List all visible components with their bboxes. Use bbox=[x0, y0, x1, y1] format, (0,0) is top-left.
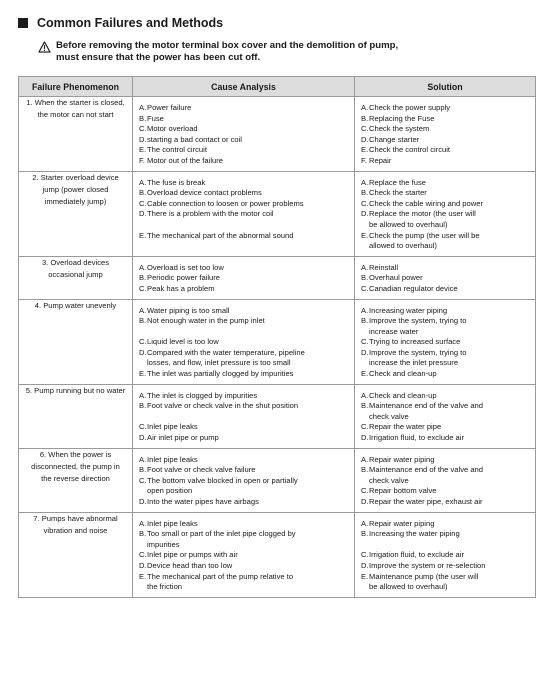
item-letter: A. bbox=[361, 518, 369, 528]
cause-line bbox=[139, 465, 350, 476]
solution-line bbox=[361, 540, 531, 551]
item-text: The inlet was partially clogged by impurities bbox=[147, 369, 294, 379]
solution-line bbox=[361, 241, 531, 252]
item-text: Not enough water in the pump inlet bbox=[147, 316, 265, 326]
cause-line bbox=[139, 337, 350, 348]
item-text: Check and clean-up bbox=[369, 390, 437, 400]
failures-table bbox=[18, 76, 536, 598]
solution-line bbox=[361, 178, 531, 189]
warning-line-2: must ensure that the power has been cut off. bbox=[56, 52, 261, 63]
solution-line bbox=[361, 263, 531, 274]
failure-phenomenon-cell: 7. Pumps have abnormal vibration and noise bbox=[19, 512, 133, 597]
solution-line bbox=[361, 209, 531, 220]
item-letter: E. bbox=[361, 571, 369, 581]
solution-line bbox=[361, 156, 531, 167]
item-text: Maintenance end of the valve and bbox=[369, 465, 483, 475]
table-row bbox=[19, 256, 536, 299]
header-failure-phenomenon: Failure Phenomenon bbox=[19, 77, 133, 97]
item-letter: B. bbox=[361, 465, 369, 475]
page-title: Common Failures and Methods bbox=[37, 16, 224, 30]
item-text: increase water bbox=[369, 326, 419, 336]
cause-line bbox=[139, 455, 350, 466]
cause-analysis-cell bbox=[133, 171, 355, 256]
item-text: check valve bbox=[369, 411, 409, 421]
item-text: Reinstall bbox=[369, 262, 399, 272]
cause-line bbox=[139, 145, 350, 156]
solution-line bbox=[361, 465, 531, 476]
solution-line bbox=[361, 337, 531, 348]
item-text: Check the control circuit bbox=[369, 145, 451, 155]
cause-line bbox=[139, 263, 350, 274]
item-letter: F. bbox=[139, 155, 145, 165]
item-text: Check the cable wiring and power bbox=[369, 198, 483, 208]
solution-line bbox=[361, 348, 531, 359]
item-letter: C. bbox=[139, 422, 147, 432]
item-letter: D. bbox=[139, 433, 147, 443]
item-text: The fuse is break bbox=[147, 177, 206, 187]
item-letter bbox=[139, 358, 147, 369]
table-row bbox=[19, 299, 536, 384]
item-text: Increasing water piping bbox=[369, 305, 448, 315]
item-text: Device head than too low bbox=[147, 560, 233, 570]
solution-line bbox=[361, 145, 531, 156]
solution-line bbox=[361, 284, 531, 295]
item-letter: D. bbox=[361, 209, 369, 219]
solution-line bbox=[361, 114, 531, 125]
item-letter: E. bbox=[139, 145, 147, 155]
solution-line bbox=[361, 231, 531, 242]
table-header-row bbox=[19, 77, 536, 97]
item-letter: A. bbox=[139, 103, 147, 112]
item-letter: D. bbox=[139, 497, 147, 506]
table-row bbox=[19, 97, 536, 172]
cause-line bbox=[139, 273, 350, 284]
solution-cell bbox=[355, 256, 536, 299]
item-letter: B. bbox=[361, 113, 369, 123]
item-letter: D. bbox=[139, 560, 147, 570]
item-letter: A. bbox=[139, 390, 147, 400]
item-letter: D. bbox=[361, 497, 369, 506]
item-letter bbox=[139, 412, 147, 423]
item-letter: C. bbox=[361, 550, 369, 560]
item-letter: A. bbox=[139, 454, 147, 464]
item-text: The mechanical part of the abnormal sound bbox=[147, 230, 294, 240]
solution-line bbox=[361, 103, 531, 114]
item-text: Replace the fuse bbox=[369, 177, 426, 187]
item-text: Into the water pipes have airbags bbox=[147, 497, 259, 506]
item-text: Increasing the water piping bbox=[369, 529, 460, 539]
item-text: Peak has a problem bbox=[147, 283, 215, 293]
cause-line bbox=[139, 412, 350, 423]
item-text: be allowed to overhaul) bbox=[369, 219, 448, 229]
item-text bbox=[147, 412, 350, 423]
cause-line bbox=[139, 582, 350, 593]
item-letter: A. bbox=[361, 454, 369, 464]
failure-phenomenon-cell: 3. Overload devices occasional jump bbox=[19, 256, 133, 299]
item-text: Repair bottom valve bbox=[369, 486, 437, 496]
solution-cell bbox=[355, 384, 536, 448]
item-letter: E. bbox=[139, 571, 147, 581]
item-text: Water piping is too small bbox=[147, 305, 230, 315]
item-letter: B. bbox=[139, 188, 147, 198]
item-letter bbox=[139, 582, 147, 593]
solution-line bbox=[361, 529, 531, 540]
solution-line bbox=[361, 401, 531, 412]
cause-line bbox=[139, 284, 350, 295]
solution-line bbox=[361, 273, 531, 284]
item-letter: B. bbox=[361, 188, 369, 198]
cause-analysis-cell bbox=[133, 97, 355, 172]
cause-analysis-cell bbox=[133, 384, 355, 448]
item-letter: C. bbox=[139, 283, 147, 293]
solution-line bbox=[361, 220, 531, 231]
failure-phenomenon-cell: 1. When the starter is closed, the motor can not start bbox=[19, 97, 133, 172]
item-text: Overhaul power bbox=[369, 273, 423, 283]
item-letter: E. bbox=[361, 369, 369, 379]
item-letter: F. bbox=[361, 155, 367, 165]
item-text: Canadian regulator device bbox=[369, 283, 458, 293]
item-letter: C. bbox=[361, 486, 369, 496]
item-text: Repair water piping bbox=[369, 454, 435, 464]
solution-cell bbox=[355, 97, 536, 172]
solution-cell bbox=[355, 171, 536, 256]
warning-line-1: Before removing the motor terminal box cover and the demolition of pump, bbox=[56, 40, 399, 51]
item-letter: A. bbox=[139, 518, 147, 528]
cause-line bbox=[139, 316, 350, 327]
cause-analysis-cell bbox=[133, 299, 355, 384]
item-text: Check the system bbox=[369, 124, 430, 134]
cause-line bbox=[139, 188, 350, 199]
cause-line bbox=[139, 529, 350, 540]
item-text: The mechanical part of the pump relative to bbox=[147, 571, 294, 581]
item-text: Check the starter bbox=[369, 188, 427, 198]
item-text: Repair water piping bbox=[369, 518, 435, 528]
cause-line bbox=[139, 369, 350, 380]
failure-phenomenon-cell: 2. Starter overload device jump (power closed immediately jump) bbox=[19, 171, 133, 256]
solution-line bbox=[361, 476, 531, 487]
item-letter: D. bbox=[361, 134, 369, 144]
item-letter: C. bbox=[139, 550, 147, 560]
item-letter: C. bbox=[361, 422, 369, 432]
item-text: Overload device contact problems bbox=[147, 188, 262, 198]
solution-line bbox=[361, 519, 531, 530]
item-text: Periodic power failure bbox=[147, 273, 221, 283]
table-row bbox=[19, 384, 536, 448]
solution-line bbox=[361, 316, 531, 327]
item-letter: A. bbox=[139, 177, 147, 187]
cause-line bbox=[139, 401, 350, 412]
cause-line bbox=[139, 433, 350, 444]
item-text: Check the pump (the user will be bbox=[369, 230, 480, 240]
item-text: open position bbox=[147, 486, 193, 496]
cause-line bbox=[139, 519, 350, 530]
table-row bbox=[19, 171, 536, 256]
item-text bbox=[147, 327, 350, 338]
cause-line bbox=[139, 135, 350, 146]
item-text: Liquid level is too low bbox=[147, 337, 219, 347]
header-solution: Solution bbox=[355, 77, 536, 97]
item-text: Improve the system, trying to bbox=[369, 347, 467, 357]
item-letter: A. bbox=[361, 305, 369, 315]
cause-analysis-cell bbox=[133, 448, 355, 512]
item-letter: C. bbox=[139, 337, 147, 347]
item-text: the friction bbox=[147, 582, 183, 592]
cause-line bbox=[139, 550, 350, 561]
item-text: Air inlet pipe or pump bbox=[147, 433, 219, 443]
item-letter bbox=[139, 220, 147, 231]
item-letter bbox=[139, 540, 147, 551]
item-letter bbox=[361, 540, 369, 551]
cause-line bbox=[139, 178, 350, 189]
item-text: Inlet pipe leaks bbox=[147, 518, 198, 528]
item-letter: B. bbox=[139, 529, 147, 539]
item-text: Compared with the water temperature, pipeline bbox=[147, 347, 305, 357]
item-text: Repair the water pipe, exhaust air bbox=[369, 497, 483, 506]
cause-line bbox=[139, 231, 350, 242]
item-letter: C. bbox=[361, 283, 369, 293]
item-text: Repair the water pipe bbox=[369, 422, 442, 432]
cause-line bbox=[139, 391, 350, 402]
solution-line bbox=[361, 188, 531, 199]
cause-line bbox=[139, 497, 350, 508]
solution-line bbox=[361, 412, 531, 423]
item-letter: D. bbox=[139, 347, 147, 357]
table-row bbox=[19, 512, 536, 597]
solution-line bbox=[361, 550, 531, 561]
item-letter: A. bbox=[361, 390, 369, 400]
section-heading bbox=[18, 14, 223, 32]
cause-line bbox=[139, 348, 350, 359]
item-text: Check and clean-up bbox=[369, 369, 437, 379]
solution-line bbox=[361, 455, 531, 466]
item-letter: B. bbox=[139, 113, 147, 123]
warning-triangle-icon bbox=[38, 41, 51, 53]
item-letter: C. bbox=[139, 198, 147, 208]
cause-line bbox=[139, 103, 350, 114]
item-text: Change starter bbox=[369, 134, 420, 144]
item-text: check valve bbox=[369, 475, 409, 485]
item-letter: C. bbox=[139, 475, 147, 485]
item-text: Foot valve or check valve failure bbox=[147, 465, 256, 475]
item-letter bbox=[361, 220, 369, 231]
cause-line bbox=[139, 358, 350, 369]
solution-line bbox=[361, 369, 531, 380]
item-letter: D. bbox=[139, 134, 147, 144]
item-letter: A. bbox=[139, 262, 147, 272]
solution-cell bbox=[355, 448, 536, 512]
item-text: Maintenance pump (the user will bbox=[369, 571, 479, 581]
item-letter: E. bbox=[361, 230, 369, 240]
item-letter: A. bbox=[361, 177, 369, 187]
item-text: Irrigation fluid, to exclude air bbox=[369, 550, 464, 560]
cause-line bbox=[139, 422, 350, 433]
item-text: be allowed to overhaul) bbox=[369, 582, 448, 592]
cause-line bbox=[139, 540, 350, 551]
solution-line bbox=[361, 561, 531, 572]
item-letter: C. bbox=[361, 124, 369, 134]
item-letter: E. bbox=[361, 145, 369, 155]
item-text: Motor out of the failure bbox=[147, 155, 223, 165]
item-text: There is a problem with the motor coil bbox=[147, 209, 274, 219]
item-text: Inlet pipe or pumps with air bbox=[147, 550, 238, 560]
item-text: The control circuit bbox=[147, 145, 207, 155]
solution-line bbox=[361, 199, 531, 210]
item-text: Improve the system, trying to bbox=[369, 316, 467, 326]
item-text: Replace the motor (the user will bbox=[369, 209, 476, 219]
cause-line bbox=[139, 209, 350, 220]
cause-line bbox=[139, 124, 350, 135]
cause-line bbox=[139, 220, 350, 231]
solution-line bbox=[361, 135, 531, 146]
item-text: The bottom valve blocked in open or partially bbox=[147, 475, 298, 485]
solution-line bbox=[361, 306, 531, 317]
item-text bbox=[369, 540, 531, 551]
item-text: Fuse bbox=[147, 113, 164, 123]
item-letter bbox=[361, 241, 369, 252]
item-letter bbox=[361, 358, 369, 369]
item-letter: B. bbox=[139, 273, 147, 283]
solution-line bbox=[361, 486, 531, 497]
table-row bbox=[19, 448, 536, 512]
cause-line bbox=[139, 561, 350, 572]
item-text: Foot valve or check valve in the shut position bbox=[147, 401, 299, 411]
item-text: Improve the system or re-selection bbox=[369, 560, 486, 570]
solution-line bbox=[361, 433, 531, 444]
item-letter: C. bbox=[361, 198, 369, 208]
item-letter: B. bbox=[139, 465, 147, 475]
failure-phenomenon-cell: 5. Pump running but no water bbox=[19, 384, 133, 448]
cause-analysis-cell bbox=[133, 512, 355, 597]
cause-line bbox=[139, 476, 350, 487]
item-letter: A. bbox=[361, 103, 369, 112]
item-text: Irrigation fluid, to exclude air bbox=[369, 433, 464, 443]
solution-line bbox=[361, 391, 531, 402]
solution-cell bbox=[355, 299, 536, 384]
item-letter: E. bbox=[139, 230, 147, 240]
item-letter: B. bbox=[361, 529, 369, 539]
item-text: Overload is set too low bbox=[147, 262, 224, 272]
item-text bbox=[147, 220, 350, 231]
cause-analysis-cell bbox=[133, 256, 355, 299]
item-letter: C. bbox=[139, 124, 147, 134]
cause-line bbox=[139, 306, 350, 317]
solution-cell bbox=[355, 512, 536, 597]
item-letter: A. bbox=[361, 262, 369, 272]
bullet-square-icon bbox=[18, 18, 28, 28]
item-text: allowed to overhaul) bbox=[369, 241, 437, 251]
cause-line bbox=[139, 199, 350, 210]
item-text: Motor overload bbox=[147, 124, 198, 134]
failure-phenomenon-cell: 6. When the power is disconnected, the pump in the reverse direction bbox=[19, 448, 133, 512]
cause-line bbox=[139, 114, 350, 125]
cause-line bbox=[139, 156, 350, 167]
item-text: Power failure bbox=[147, 103, 192, 112]
item-letter: D. bbox=[361, 433, 369, 443]
item-letter: B. bbox=[139, 316, 147, 326]
item-text: Check the power supply bbox=[369, 103, 451, 112]
solution-line bbox=[361, 124, 531, 135]
item-letter bbox=[361, 327, 369, 338]
item-letter: D. bbox=[361, 347, 369, 357]
item-text: Inlet pipe leaks bbox=[147, 454, 198, 464]
item-letter bbox=[361, 412, 369, 423]
item-letter bbox=[361, 582, 369, 593]
item-letter bbox=[139, 486, 147, 497]
failure-phenomenon-cell: 4. Pump water unevenly bbox=[19, 299, 133, 384]
solution-line bbox=[361, 358, 531, 369]
item-text: losses, and flow, inlet pressure is too small bbox=[147, 358, 291, 368]
item-text: The inlet is clogged by impurities bbox=[147, 390, 258, 400]
item-letter: C. bbox=[361, 337, 369, 347]
item-letter bbox=[361, 476, 369, 487]
cause-line bbox=[139, 486, 350, 497]
item-text: Repair bbox=[369, 155, 392, 165]
header-cause-analysis: Cause Analysis bbox=[133, 77, 355, 97]
cause-line bbox=[139, 572, 350, 583]
item-letter: E. bbox=[139, 369, 147, 379]
solution-line bbox=[361, 582, 531, 593]
item-letter: D. bbox=[361, 560, 369, 570]
solution-line bbox=[361, 327, 531, 338]
item-text: Maintenance end of the valve and bbox=[369, 401, 483, 411]
item-letter: D. bbox=[139, 209, 147, 219]
item-text: Cable connection to loosen or power problems bbox=[147, 198, 304, 208]
item-letter: B. bbox=[361, 273, 369, 283]
item-text: Trying to increased surface bbox=[369, 337, 461, 347]
item-letter: B. bbox=[139, 401, 147, 411]
item-text: Inlet pipe leaks bbox=[147, 422, 198, 432]
solution-line bbox=[361, 497, 531, 508]
item-letter: B. bbox=[361, 401, 369, 411]
item-letter: A. bbox=[139, 305, 147, 315]
item-text: increase the inlet pressure bbox=[369, 358, 459, 368]
item-letter: B. bbox=[361, 316, 369, 326]
solution-line bbox=[361, 572, 531, 583]
item-text: impurities bbox=[147, 539, 180, 549]
item-letter bbox=[139, 327, 147, 338]
warning-notice bbox=[38, 40, 398, 64]
item-text: Replacing the Fuse bbox=[369, 113, 435, 123]
item-text: Too small or part of the inlet pipe clogged by bbox=[147, 529, 296, 539]
cause-line bbox=[139, 327, 350, 338]
solution-line bbox=[361, 422, 531, 433]
item-text: starting a bad contact or coil bbox=[147, 134, 242, 144]
